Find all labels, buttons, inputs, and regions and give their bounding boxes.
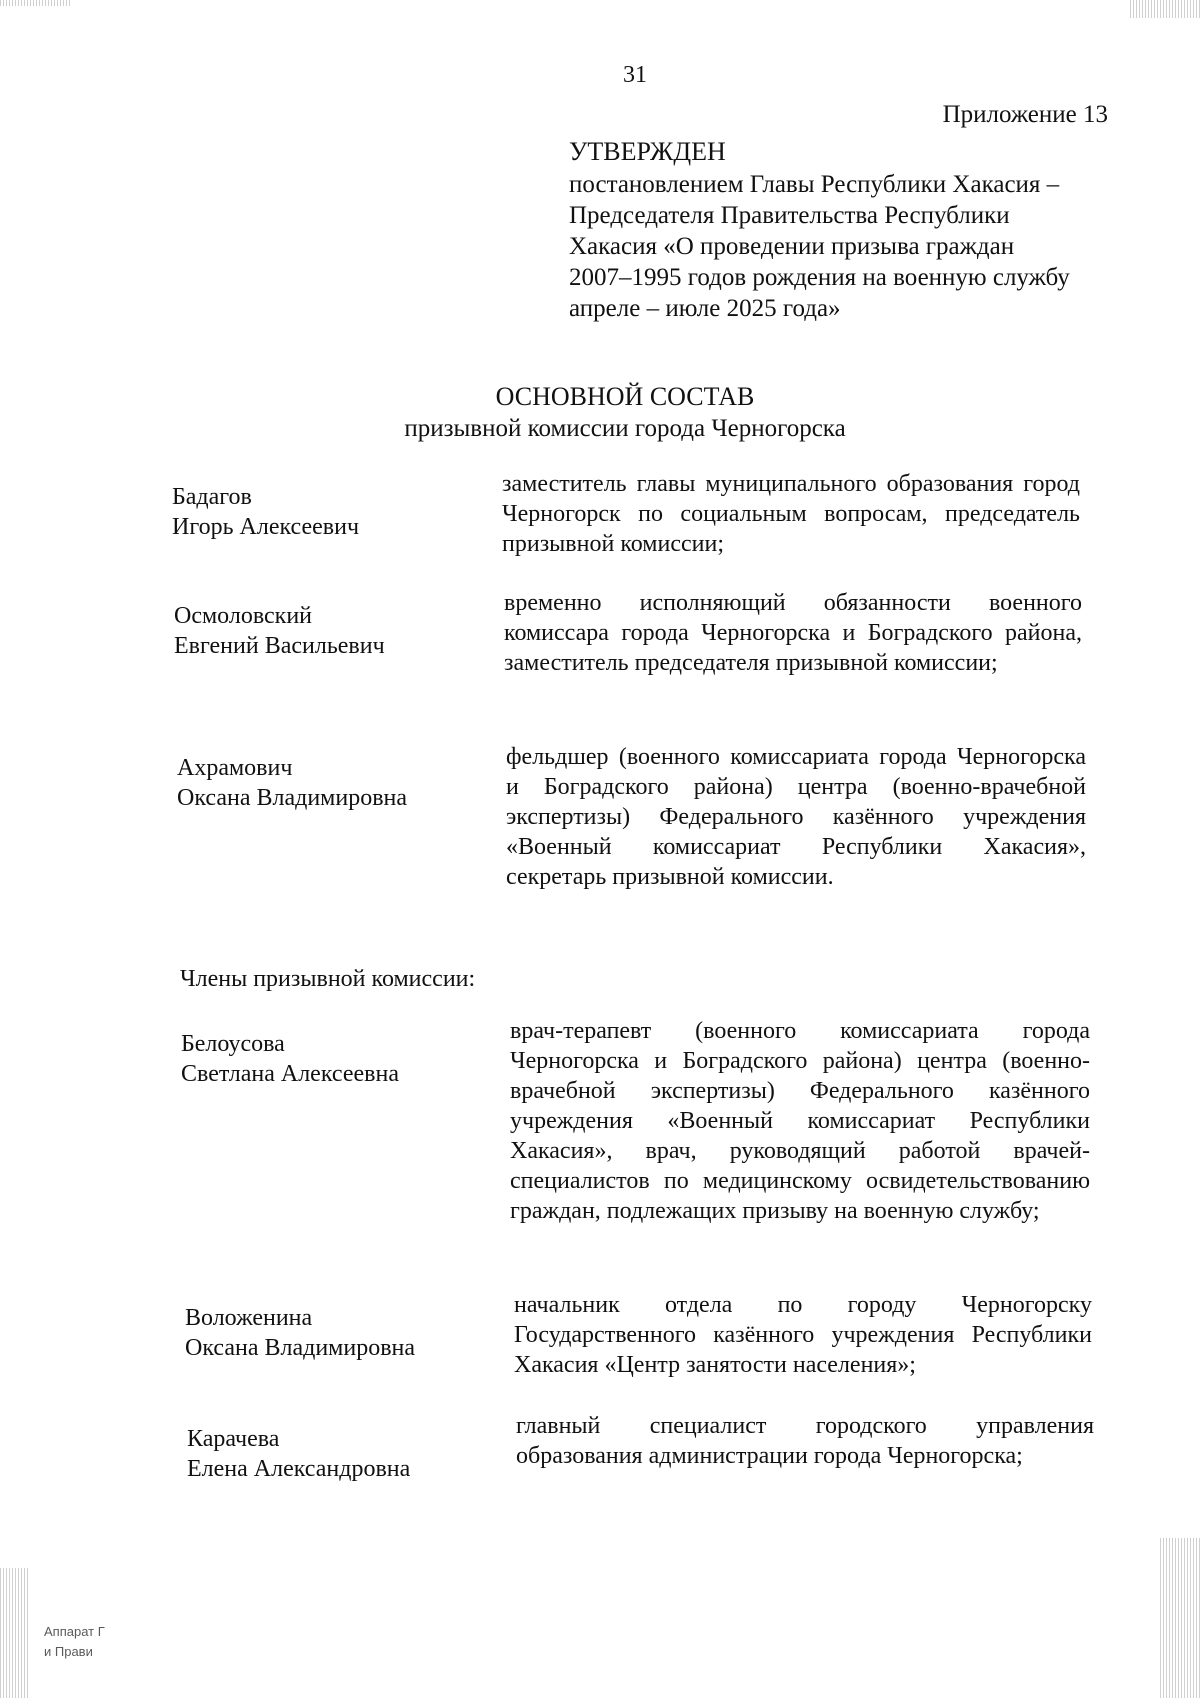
approval-block bbox=[569, 136, 1109, 324]
heading-subtitle: призывной комиссии города Черногорска bbox=[404, 415, 846, 442]
member-given-name: Игорь Алексеевич bbox=[172, 514, 360, 540]
member-surname: Воложенина bbox=[185, 1305, 313, 1331]
member-role: врач-терапевт (военного комиссариата города Черногорска и Боградского района) центра (военно-врачебной экспертизы) Федерального казённого учреждения «Военный комиссариат Республики Хакасия», врач, руководящий работой врачей-специалистов по медицинскому освидетельствованию граждан, подлежащих призыву на военную службу; bbox=[510, 1018, 1090, 1224]
member-role: начальник отдела по городу Черногорску Государственного казённого учреждения Республики Хакасия «Центр занятости населения»; bbox=[514, 1292, 1092, 1378]
member-name bbox=[187, 1424, 410, 1484]
scan-edge-top-left bbox=[0, 0, 70, 6]
page-number: 31 bbox=[623, 62, 647, 88]
member-given-name: Оксана Владимировна bbox=[185, 1335, 416, 1361]
scan-edge-bottom-left bbox=[0, 1568, 30, 1698]
member-given-name: Елена Александровна bbox=[187, 1456, 411, 1482]
member-given-name: Светлана Алексеевна bbox=[181, 1061, 399, 1087]
member-name bbox=[181, 1029, 399, 1089]
member-given-name: Евгений Васильевич bbox=[174, 633, 385, 659]
stamp-line: Аппарат Г bbox=[44, 1624, 105, 1639]
member-role: главный специалист городского управления образования администрации города Черногорска; bbox=[516, 1413, 1094, 1469]
member-name bbox=[177, 753, 407, 813]
member-surname: Бадагов bbox=[172, 484, 252, 510]
member-role: временно исполняющий обязанности военного комиссара города Черногорска и Боградского района, заместитель председателя призывной комиссии; bbox=[504, 590, 1082, 676]
member-name bbox=[174, 601, 385, 661]
scan-edge-bottom-right bbox=[1160, 1538, 1200, 1698]
approved-word: УТВЕРЖДЕН bbox=[569, 137, 726, 166]
member-surname: Осмоловский bbox=[174, 603, 313, 629]
member-role: заместитель главы муниципального образования город Черногорск по социальным вопросам, председатель призывной комиссии; bbox=[502, 471, 1080, 557]
member-surname: Ахрамович bbox=[177, 755, 293, 781]
appendix-label: Приложение 13 bbox=[942, 101, 1108, 128]
member-name bbox=[185, 1303, 415, 1363]
document-heading bbox=[0, 381, 1200, 445]
member-role: фельдшер (военного комиссариата города Черногорска и Боградского района) центра (военно-врачебной экспертизы) Федерального казённого учреждения «Военный комиссариат Республики Хакасия», секретарь призывной комиссии. bbox=[506, 744, 1086, 890]
scan-edge-top-right bbox=[1130, 0, 1200, 18]
member-surname: Карачева bbox=[187, 1426, 280, 1452]
member-name bbox=[172, 482, 359, 542]
member-surname: Белоусова bbox=[181, 1031, 285, 1057]
stamp-fragment bbox=[44, 1622, 105, 1662]
member-given-name: Оксана Владимировна bbox=[177, 785, 408, 811]
members-label: Члены призывной комиссии: bbox=[180, 966, 476, 992]
heading-title: ОСНОВНОЙ СОСТАВ bbox=[495, 382, 755, 411]
stamp-line: и Прави bbox=[44, 1644, 93, 1659]
approval-text: постановлением Главы Республики Хакасия – Председателя Правительства Республики Хакасия «О проведении призыва граждан 2007–1995 годов рождения на военную службу апреле – июле 2025 года» bbox=[569, 171, 1070, 322]
